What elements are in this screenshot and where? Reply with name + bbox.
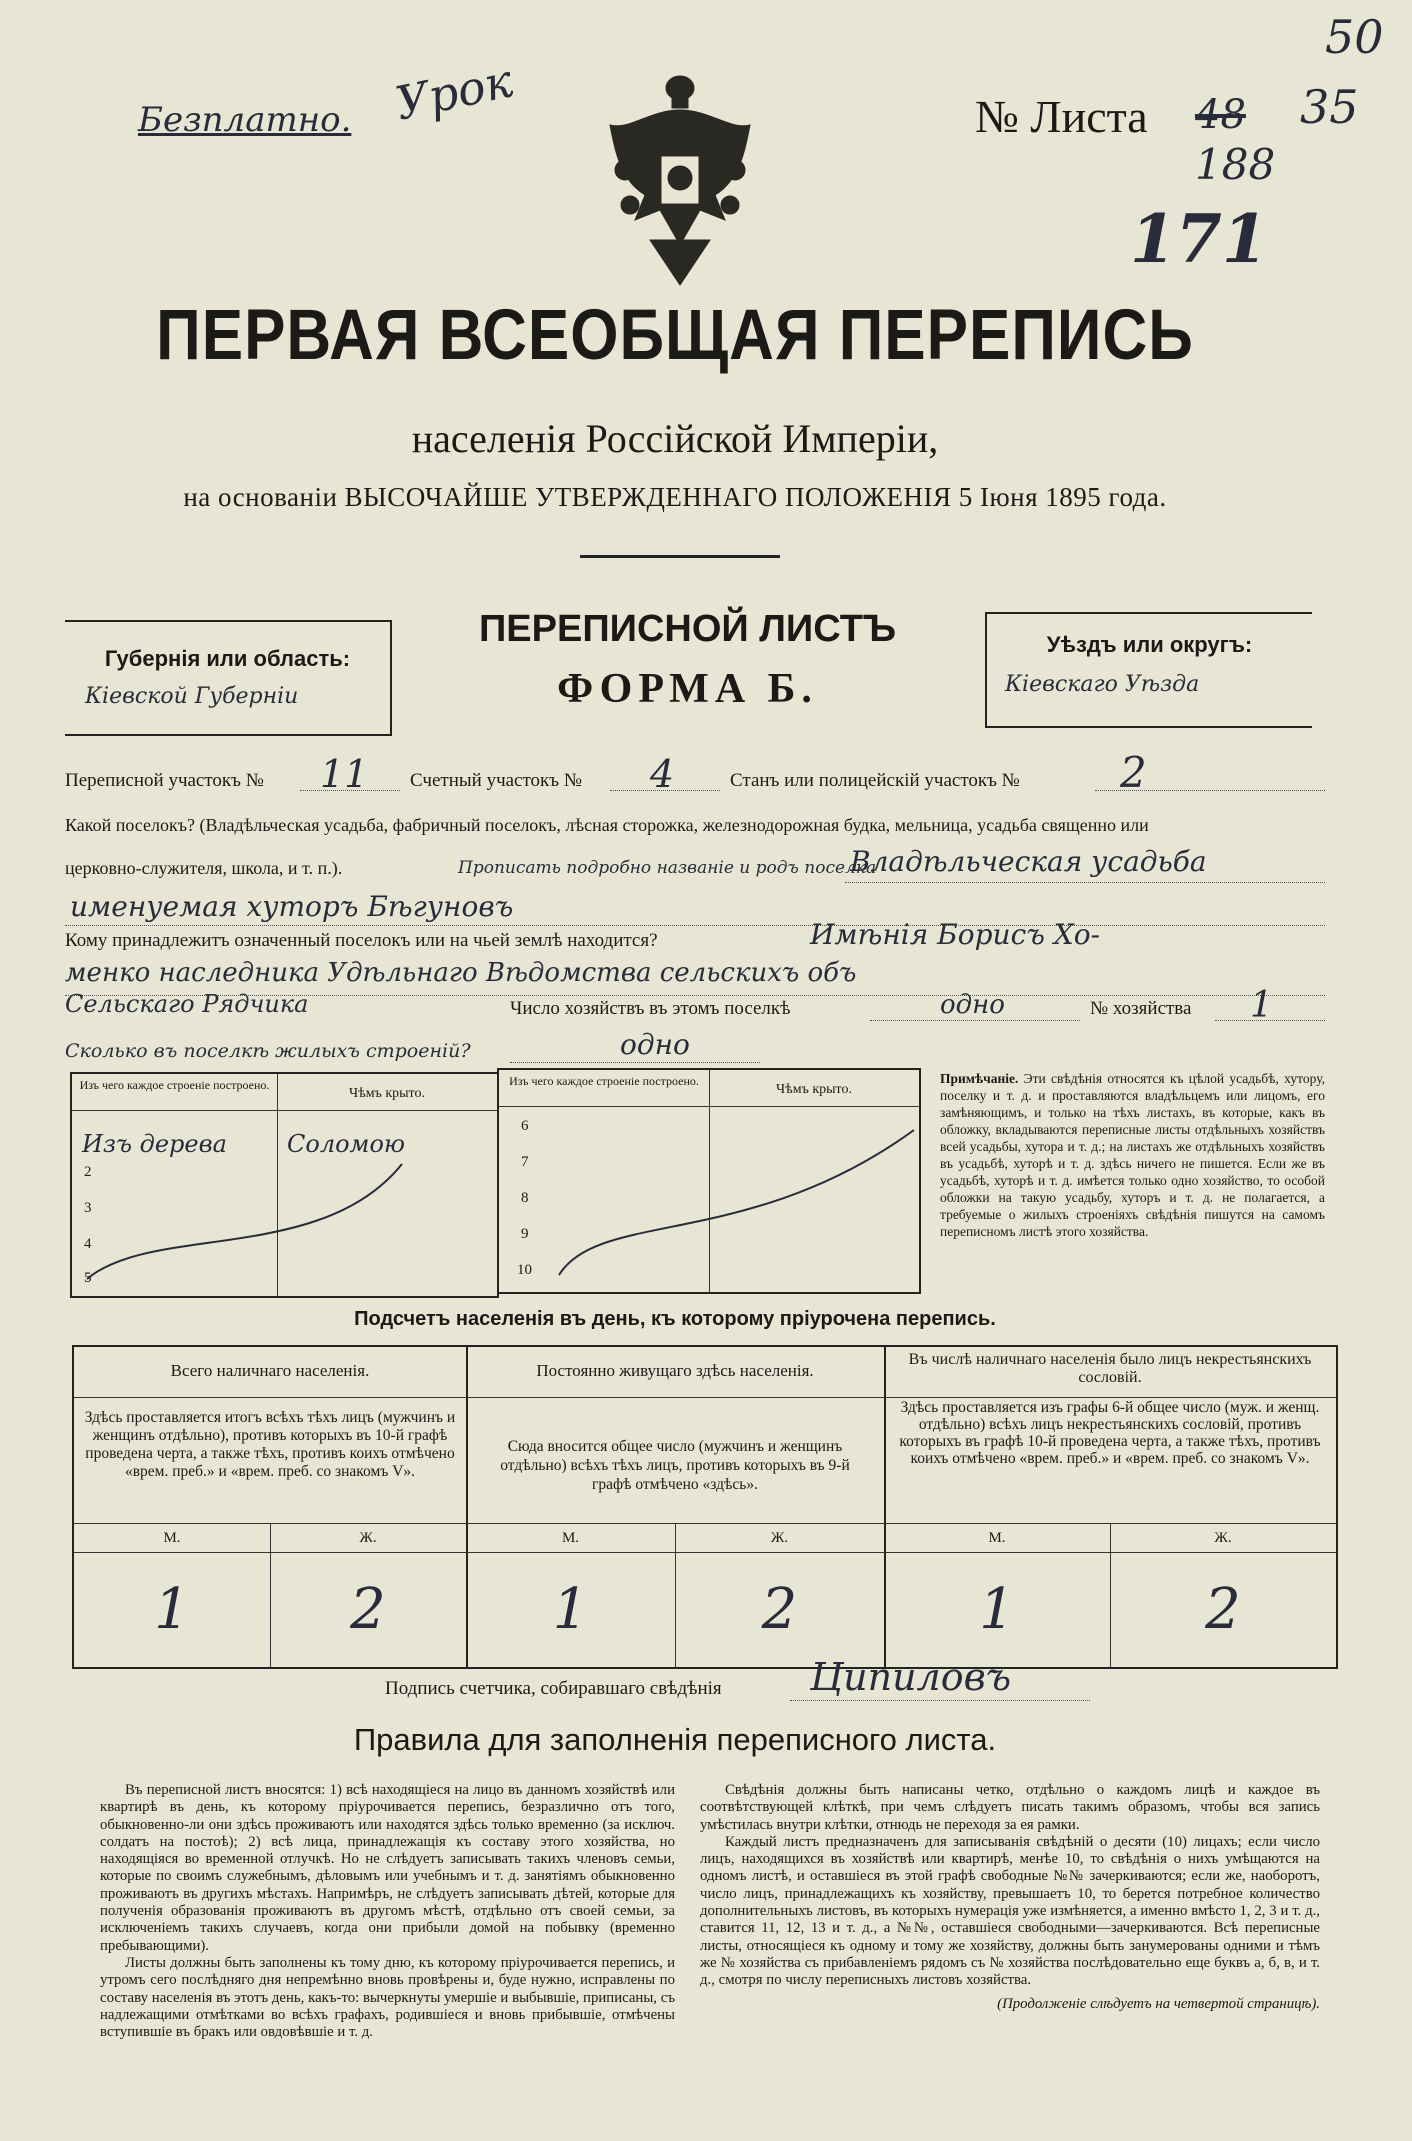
count-title: Подсчетъ населенія въ день, къ которому пріурочена перепись. — [354, 1308, 996, 1330]
row-number: 7 — [521, 1154, 529, 1170]
row1-roof: Соломою — [287, 1130, 406, 1158]
households-label: Число хозяйствъ въ этомъ поселкѣ — [510, 998, 791, 1019]
count-district-label: Счетный участокъ № — [410, 770, 582, 791]
stan-value: 2 — [1120, 748, 1147, 797]
free-label: Безплатно. — [138, 100, 352, 140]
corner-number-3: 188 — [1195, 140, 1276, 189]
count-col2-text: Сюда вносится общее число (мужчинъ и женщинъ отдѣльно) всѣхъ тѣхъ лицъ, противъ которыхъ въ 9-й графѣ отмѣчено «здѣсь». — [500, 1438, 850, 1493]
settlement-question: Какой поселокъ? (Владѣльческая усадьба, фабричный поселокъ, лѣсная сторожка, железнодорожная будка, мельница, усадьба священно или — [65, 815, 1149, 835]
settlement-line-1 — [845, 882, 1325, 883]
col-roof-header: Чѣмъ крыто. — [776, 1082, 852, 1097]
sheet-number-label: № Листа — [975, 91, 1148, 142]
settlement-question-2: церковно-служителя, школа, и т. п.). — [65, 858, 343, 878]
col-material-header: Изъ чего каждое строеніе построено. — [79, 1078, 270, 1092]
corner-number-4: 171 — [1130, 200, 1268, 278]
uezd-value: Кіевскаго Уѣзда — [1005, 672, 1200, 697]
household-number-value: 1 — [1250, 985, 1273, 1026]
imperial-eagle-emblem — [590, 70, 770, 300]
signature-label: Подпись счетчика, собиравшаго свѣдѣнія — [385, 1678, 722, 1699]
strike-curve — [72, 1074, 497, 1296]
row1-material: Изъ дерева — [82, 1130, 227, 1158]
rules-right-paragraph-1: Свѣдѣнія должны быть написаны четко, отдѣльно о каждомъ лицѣ и каждое въ соотвѣтствующей клѣткѣ, при чемъ слѣдуетъ писать такимъ образомъ, чтобы вся запись умѣстилась внутри клѣтки, отнюдь не переходя за ея рамки. — [700, 1782, 1320, 1833]
strike-curve — [499, 1070, 919, 1292]
rules-left-column — [100, 1782, 675, 2041]
row-number: 8 — [521, 1190, 529, 1206]
row-number: 6 — [521, 1118, 529, 1134]
count-col3-text: Здѣсь проставляется изъ графы 6-й общее число (муж. и женщ. отдѣльно) всѣхъ лицъ некрестьянскихъ сословій, противъ которыхъ въ графѣ 10-й проведена черта, а также тѣхъ, противъ коихъ отмѣчено «врем. преб.» и «врем. преб. со знакомъ V». — [899, 1399, 1321, 1467]
stan-label: Станъ или полицейскій участокъ № — [730, 770, 1020, 791]
note-block — [940, 1070, 1325, 1240]
count-table — [72, 1345, 1338, 1669]
census-district-line — [300, 790, 400, 791]
buildings-table-left — [70, 1072, 499, 1298]
col2-m-header: М. — [561, 1530, 580, 1546]
count-value-5: 1 — [979, 1577, 1015, 1642]
buildings-table-right — [497, 1068, 921, 1294]
household-number-label: № хозяйства — [1090, 998, 1192, 1019]
form-label: ФОРМА Б. — [557, 666, 818, 712]
sheet-number-struck: 48 — [1195, 92, 1246, 138]
households-value: одно — [940, 990, 1005, 1020]
count-value-1: 1 — [154, 1577, 190, 1642]
col2-zh-header: Ж. — [770, 1530, 789, 1546]
form-name: ПЕРЕПИСНОЙ ЛИСТЪ — [478, 608, 897, 650]
rules-continued: (Продолженіе слѣдуетъ на четвертой страницѣ). — [997, 1995, 1320, 2012]
count-col3-title: Въ числѣ наличнаго населенія было лицъ некрестьянскихъ сословій. — [908, 1351, 1312, 1386]
owner-value-1: Имѣнія Борисъ Хо- — [810, 918, 1101, 951]
signature-line — [790, 1700, 1090, 1701]
count-value-divider — [74, 1552, 1336, 1553]
note-label: Примѣчаніе. — [940, 1071, 1019, 1086]
row-number: 3 — [84, 1200, 92, 1216]
row-number: 5 — [84, 1270, 92, 1286]
count-value-2: 2 — [350, 1577, 386, 1642]
rules-title: Правила для заполненія переписного листа. — [353, 1722, 997, 1757]
count-district-line — [610, 790, 720, 791]
households-line — [870, 1020, 1080, 1021]
gubernia-box — [65, 620, 392, 736]
settlement-value-1: Владѣльческая усадьба — [850, 845, 1207, 878]
corner-number-2: 35 — [1300, 80, 1359, 134]
stan-line — [1095, 790, 1325, 791]
document-subtitle: населенія Россійской Имперіи, — [411, 416, 939, 461]
uezd-label: Уѣздъ или округъ: — [1046, 632, 1253, 657]
col3-m-header: М. — [988, 1530, 1006, 1546]
rules-right-paragraph-2: Каждый листъ предназначенъ для записыванія свѣдѣній о десяти (10) лицахъ; если число лицъ, находящихся въ хозяйствѣ или квартирѣ, менѣе 10, то свѣдѣнія о нихъ умѣщаются на одномъ листѣ, и оставшіеся въ этой графѣ свободные №№ зачеркиваются; если же, наоборотъ, число лицъ, принадлежащихъ къ хозяйству, превышаетъ 10, то берется потребное количество дополнительныхъ листовъ, въ которыхъ нумерація уже измѣняется, а именно вмѣсто 1, 2, 3 и т. д., ставится 11, 12, 13 и т. д., а №№, оставшіеся свободными—зачеркиваются. Всѣ переписные листы, относящіеся къ одному и тому же хозяйству, должны быть занумерованы одними и тѣмъ же № хозяйства съ прибавленіемъ рядомъ съ № хозяйства послѣдовательно еще буквъ а, б, в, и т. д., смотря по числу переписныхъ листовъ хозяйства. — [700, 1833, 1320, 1989]
count-subheader-divider — [74, 1523, 1336, 1524]
dwellings-value: одно — [620, 1028, 690, 1061]
rules-right-column — [700, 1782, 1320, 2013]
gubernia-label: Губернія или область: — [104, 646, 351, 671]
row-number: 9 — [521, 1226, 529, 1242]
count-value-6: 2 — [1205, 1577, 1241, 1642]
note-text: Эти свѣдѣнія относятся къ цѣлой усадьбѣ, хутору, поселку и т. д. и проставляются владѣльцемъ или лицомъ, его замѣняющимъ, и только на тѣхъ листахъ, въ которые, какъ въ обложку, вкладываются переписные листы отдѣльныхъ хозяйствъ всей усадьбы, хутора и т. д.; на листахъ же отдѣльныхъ хозяйствъ въ усадьбѣ, хуторѣ и т. д. здѣсь ничего не пишется. Если же въ усадьбѣ, хуторѣ и т. д. имѣется только одно хозяйство, то особой обложки на такую усадьбу, хуторъ и т. д. не полагается, а требуемые о жилыхъ строеніяхъ свѣдѣнія пишутся на самомъ переписномъ листѣ этого хозяйства. — [940, 1071, 1325, 1239]
col3-zh-header: Ж. — [1214, 1530, 1232, 1546]
title-divider — [580, 555, 780, 558]
col-roof-header: Чѣмъ крыто. — [349, 1086, 425, 1101]
rules-left-paragraph-1: Въ переписной листъ вносятся: 1) всѣ находящіеся на лицо въ данномъ хозяйствѣ или квартирѣ въ день, къ которому пріурочивается перепись, безразлично отъ того, обыкновенно-ли они здѣсь проживаютъ или находятся здѣсь только временно (за исключ. солдатъ на постоѣ); 2) всѣ лица, принадлежащія къ составу этого хозяйства, но находящіяся во временной отлучкѣ. Но не слѣдуетъ записывать такихъ членовъ семьи, которые по своимъ служебнымъ, дѣловымъ или учебнымъ и т. д. занятіямъ обыкновенно проживаютъ въ другихъ мѣстахъ. Напримѣръ, не слѣдуетъ записывать дѣтей, которые для полученія образованія проживаютъ въ другомъ мѣстѣ, отдѣльно отъ своей семьи, за исключеніемъ такихъ случаевъ, когда они прибыли домой на побывку (временно пребывающими). — [100, 1782, 675, 1954]
row-number: 2 — [84, 1164, 92, 1180]
document-basis: на основаніи ВЫСОЧАЙШЕ УТВЕРЖДЕННАГО ПОЛОЖЕНІЯ 5 Іюня 1895 года. — [183, 482, 1167, 512]
document-title: ПЕРВАЯ ВСЕОБЩАЯ ПЕРЕПИСЬ — [156, 295, 1194, 376]
corner-number-1: 50 — [1325, 10, 1384, 64]
dwellings-label: Сколько въ поселкѣ жилыхъ строеній? — [65, 1040, 471, 1062]
col1-m-header: М. — [163, 1530, 181, 1546]
settlement-line-2 — [65, 925, 1325, 926]
handwritten-top-note: Урок — [390, 53, 518, 131]
owner-value-2: менко наследника Удѣльнаго Вѣдомства сельскихъ объ — [65, 958, 857, 988]
count-value-3: 1 — [552, 1577, 589, 1642]
settlement-value-2: именуемая хуторъ Бѣгуновъ — [70, 890, 514, 923]
count-col1-text: Здѣсь проставляется итогъ всѣхъ тѣхъ лицъ (мужчинъ и женщинъ отдѣльно), противъ которыхъ въ 10-й графѣ проведена черта, а также тѣхъ, противъ коихъ отмѣчено «врем. преб.» и «врем. преб. со знакомъ V». — [84, 1409, 456, 1480]
count-district-value: 4 — [650, 752, 675, 796]
owner-value-3: Сельскаго Рядчика — [65, 990, 309, 1018]
household-number-line — [1215, 1020, 1325, 1021]
census-district-value: 11 — [320, 752, 369, 796]
dwellings-line — [510, 1062, 760, 1063]
count-col1-title: Всего наличнаго населенія. — [170, 1361, 370, 1380]
rules-left-paragraph-2: Листы должны быть заполнены къ тому дню, къ которому пріурочивается перепись, и утромъ сего послѣдняго дня непремѣнно вновь провѣрены и, буде нужно, исправлены по составу населенія въ этотъ день, какъ-то: вычеркнуты умершіе и выбывшіе, приписаны, съ надлежащими отмѣтками во всѣхъ графахъ, родившіеся и вновь прибывшіе, отмѣчены вступившіе въ бракъ или овдовѣвшіе и т. д. — [100, 1954, 675, 2041]
settlement-hint: Прописать подробно названіе и родъ поселка — [458, 858, 877, 878]
uezd-box — [985, 612, 1312, 728]
owner-question: Кому принадлежитъ означенный поселокъ или на чьей землѣ находится? — [65, 930, 658, 951]
gubernia-value: Кіевской Губерніи — [85, 684, 299, 709]
census-district-label: Переписной участокъ № — [65, 770, 264, 791]
count-value-4: 2 — [761, 1577, 798, 1642]
count-col2-title: Постоянно живущаго здѣсь населенія. — [536, 1361, 814, 1380]
row-number: 4 — [84, 1236, 92, 1252]
row-number: 10 — [517, 1262, 532, 1278]
count-title-divider — [74, 1397, 1336, 1398]
col-material-header: Изъ чего каждое строеніе построено. — [509, 1074, 699, 1088]
col1-zh-header: Ж. — [359, 1530, 377, 1546]
signature-value: Ципиловъ — [810, 1655, 1012, 1699]
